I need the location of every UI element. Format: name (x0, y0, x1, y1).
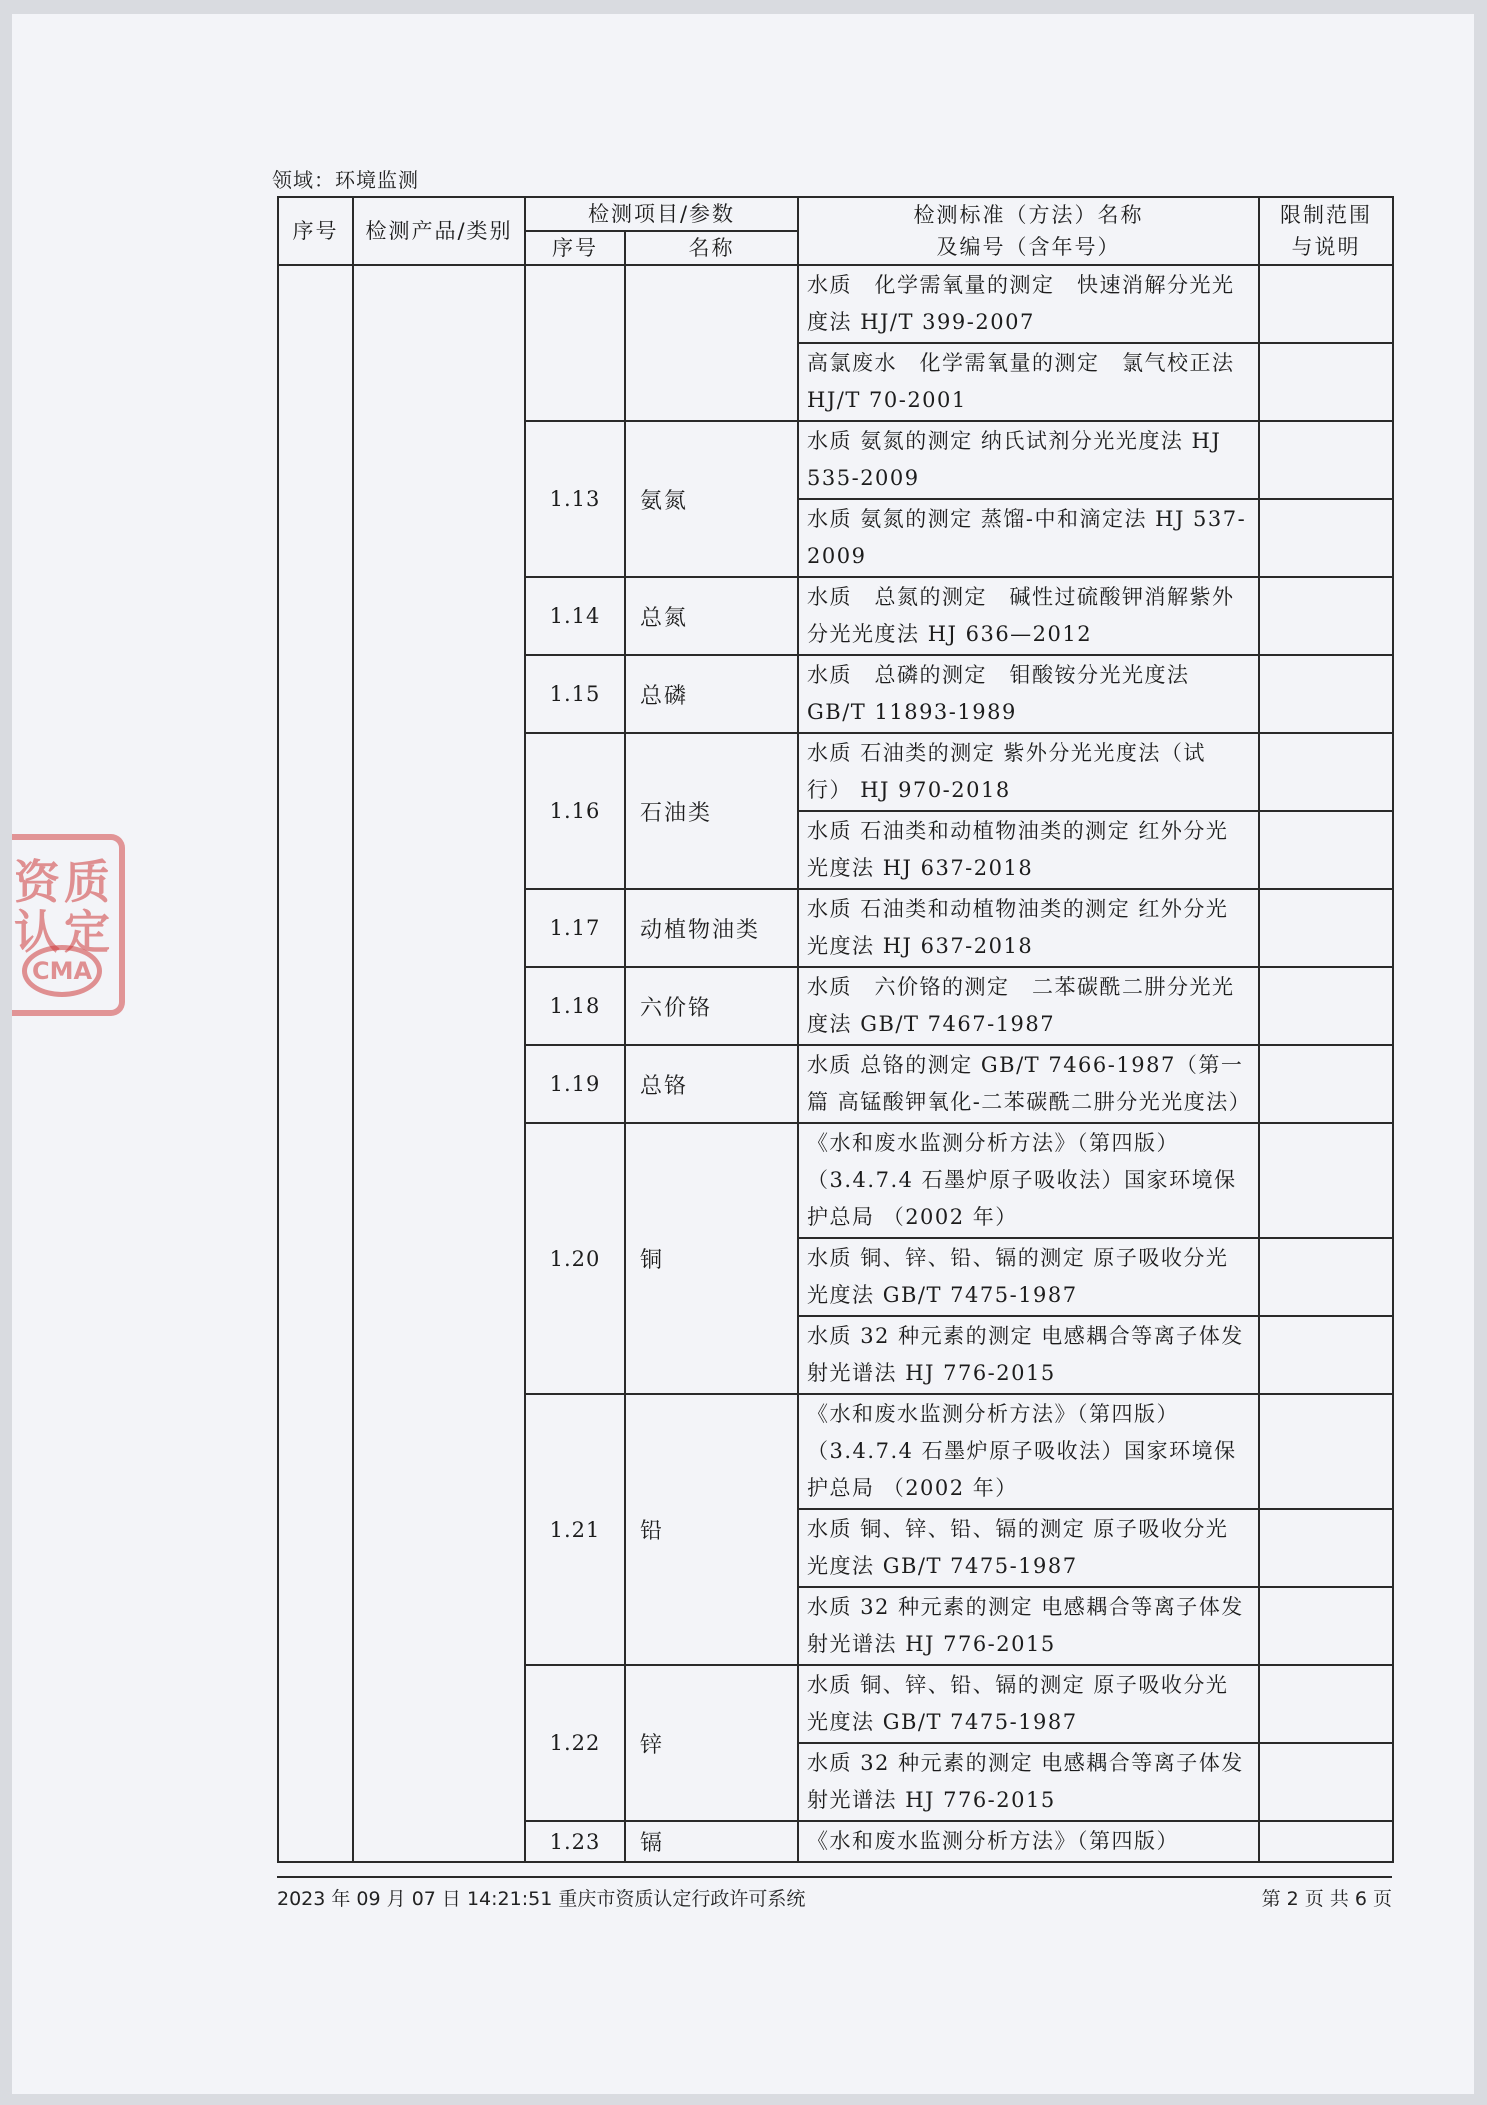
standard-cell: 水质 32 种元素的测定 电感耦合等离子体发射光谱法 HJ 776-2015 (798, 1316, 1259, 1394)
standard-cell: 水质 铜、锌、铅、镉的测定 原子吸收分光光度法 GB/T 7475-1987 (798, 1665, 1259, 1743)
standard-cell: 水质 氨氮的测定 纳氏试剂分光光度法 HJ 535-2009 (798, 421, 1259, 499)
limit-cell (1259, 499, 1393, 577)
limit-cell (1259, 811, 1393, 889)
standard-cell: 高氯废水 化学需氧量的测定 氯气校正法 HJ/T 70-2001 (798, 343, 1259, 421)
item-seq-cell (525, 265, 625, 421)
standard-cell: 水质 化学需氧量的测定 快速消解分光光度法 HJ/T 399-2007 (798, 265, 1259, 343)
header-item-seq: 序号 (525, 231, 625, 265)
limit-cell (1259, 1394, 1393, 1509)
limit-cell (1259, 1045, 1393, 1123)
item-name-cell: 动植物油类 (625, 889, 798, 967)
item-name-cell: 铅 (625, 1394, 798, 1665)
item-name-cell: 锌 (625, 1665, 798, 1821)
limit-cell (1259, 1123, 1393, 1238)
limit-cell (1259, 1587, 1393, 1665)
item-seq-cell: 1.16 (525, 733, 625, 889)
item-name-cell: 六价铬 (625, 967, 798, 1045)
stamp-char: 质 (64, 855, 110, 909)
item-seq-cell: 1.14 (525, 577, 625, 655)
standard-cell: 水质 总铬的测定 GB/T 7466-1987（第一篇 高锰酸钾氧化-二苯碳酰二肼分光光度法） (798, 1045, 1259, 1123)
item-seq-cell: 1.15 (525, 655, 625, 733)
item-seq-cell: 1.13 (525, 421, 625, 577)
header-seq: 序号 (278, 197, 353, 265)
standard-cell: 水质 石油类的测定 紫外分光光度法（试行） HJ 970-2018 (798, 733, 1259, 811)
limit-cell (1259, 733, 1393, 811)
standard-cell: 水质 总氮的测定 碱性过硫酸钾消解紫外分光光度法 HJ 636—2012 (798, 577, 1259, 655)
table-row (278, 265, 1393, 343)
stamp-char: 认 (14, 905, 60, 959)
accreditation-table (277, 196, 1394, 1863)
limit-cell (1259, 655, 1393, 733)
limit-cell (1259, 1665, 1393, 1743)
item-seq-cell: 1.17 (525, 889, 625, 967)
item-name-cell: 氨氮 (625, 421, 798, 577)
standard-cell: 《水和废水监测分析方法》（第四版）（3.4.7.4 石墨炉原子吸收法）国家环境保护总局 （2002 年） (798, 1394, 1259, 1509)
standard-cell: 水质 氨氮的测定 蒸馏-中和滴定法 HJ 537-2009 (798, 499, 1259, 577)
standard-cell: 水质 石油类和动植物油类的测定 红外分光光度法 HJ 637-2018 (798, 811, 1259, 889)
standard-cell: 水质 石油类和动植物油类的测定 红外分光光度法 HJ 637-2018 (798, 889, 1259, 967)
item-seq-cell: 1.18 (525, 967, 625, 1045)
item-seq-cell: 1.20 (525, 1123, 625, 1394)
header-item-group: 检测项目/参数 (525, 197, 798, 231)
limit-cell (1259, 1509, 1393, 1587)
standard-cell: 水质 六价铬的测定 二苯碳酰二肼分光光度法 GB/T 7467-1987 (798, 967, 1259, 1045)
item-name-cell: 镉 (625, 1821, 798, 1862)
item-seq-cell: 1.19 (525, 1045, 625, 1123)
standard-cell: 水质 32 种元素的测定 电感耦合等离子体发射光谱法 HJ 776-2015 (798, 1587, 1259, 1665)
limit-cell (1259, 889, 1393, 967)
stamp-char: 定 (64, 905, 110, 959)
table-bottom-rule (277, 1876, 1392, 1878)
stamp-char: 资 (14, 855, 60, 909)
item-name-cell: 总氮 (625, 577, 798, 655)
footer-page-number: 第 2 页 共 6 页 (1261, 1888, 1392, 1910)
limit-cell (1259, 265, 1393, 343)
limit-cell (1259, 1316, 1393, 1394)
limit-cell (1259, 1238, 1393, 1316)
header-limit: 限制范围 与说明 (1259, 197, 1393, 265)
header-category: 检测产品/类别 (353, 197, 525, 265)
item-name-cell (625, 265, 798, 421)
item-name-cell: 总磷 (625, 655, 798, 733)
item-name-cell: 总铬 (625, 1045, 798, 1123)
item-seq-cell: 1.21 (525, 1394, 625, 1665)
category-cell (353, 265, 525, 1862)
stamp-cma-mark: CMA (22, 945, 102, 997)
item-name-cell: 铜 (625, 1123, 798, 1394)
item-seq-cell: 1.22 (525, 1665, 625, 1821)
standard-cell: 《水和废水监测分析方法》（第四版） (798, 1821, 1259, 1862)
standard-cell: 水质 32 种元素的测定 电感耦合等离子体发射光谱法 HJ 776-2015 (798, 1743, 1259, 1821)
limit-cell (1259, 967, 1393, 1045)
standard-cell: 水质 铜、锌、铅、镉的测定 原子吸收分光光度法 GB/T 7475-1987 (798, 1238, 1259, 1316)
red-seal-stamp (12, 834, 125, 1016)
document-page (12, 14, 1474, 2094)
header-item-name: 名称 (625, 231, 798, 265)
standard-cell: 《水和废水监测分析方法》（第四版）（3.4.7.4 石墨炉原子吸收法）国家环境保护总局 （2002 年） (798, 1123, 1259, 1238)
seq-cell (278, 265, 353, 1862)
limit-cell (1259, 1821, 1393, 1862)
domain-label: 领域：环境监测 (272, 168, 419, 192)
standard-cell: 水质 总磷的测定 钼酸铵分光光度法 GB/T 11893-1989 (798, 655, 1259, 733)
footer-timestamp-system: 2023 年 09 月 07 日 14:21:51 重庆市资质认定行政许可系统 (277, 1888, 806, 1910)
limit-cell (1259, 343, 1393, 421)
standard-cell: 水质 铜、锌、铅、镉的测定 原子吸收分光光度法 GB/T 7475-1987 (798, 1509, 1259, 1587)
header-standard: 检测标准（方法）名称 及编号（含年号） (798, 197, 1259, 265)
item-name-cell: 石油类 (625, 733, 798, 889)
limit-cell (1259, 421, 1393, 499)
item-seq-cell: 1.23 (525, 1821, 625, 1862)
limit-cell (1259, 1743, 1393, 1821)
limit-cell (1259, 577, 1393, 655)
